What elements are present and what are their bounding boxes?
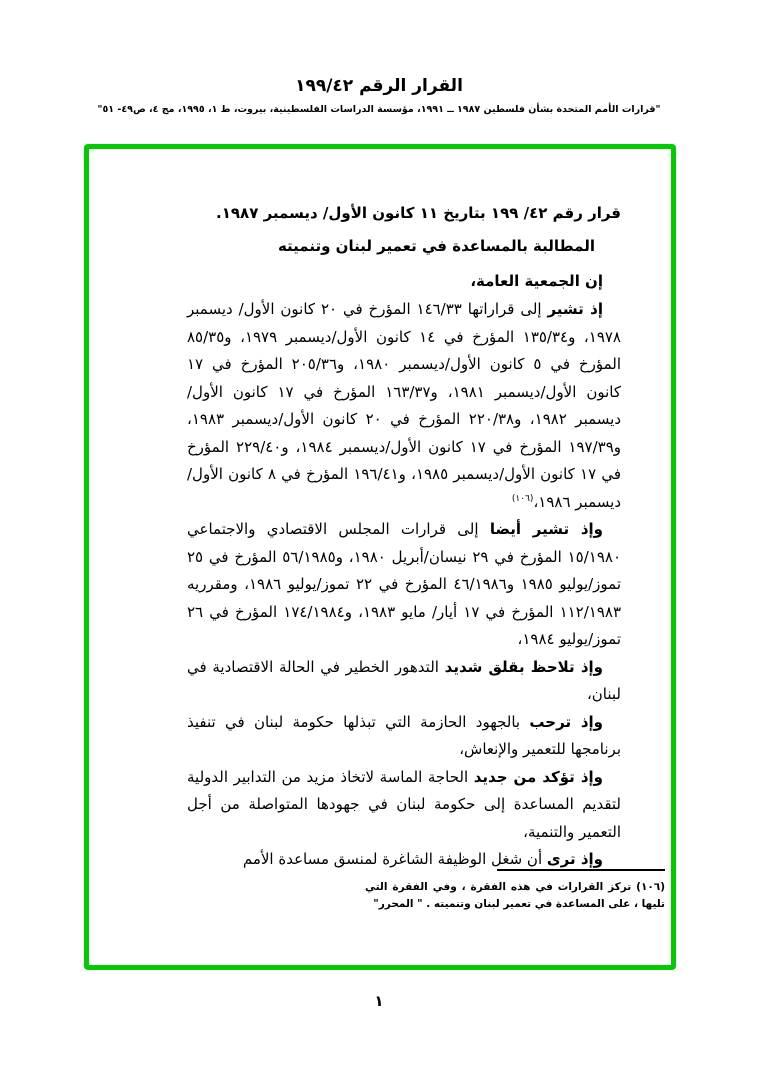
paragraph-text: الحاجة الماسة لاتخاذ مزيد من التدابير الدولية لتقديم المساعدة إلى حكومة لبنان في جهودها المتواصلة من أجل التعمير والتنمية، xyxy=(187,767,621,841)
footnote-ref: (١٠٦) xyxy=(511,493,534,504)
paragraph-text: إلى قرارات المجلس الاقتصادي والاجتماعي ١٥/١٩٨٠ المؤرخ في ٢٩ نيسان/أبريل ١٩٨٠، و٥٦/١٩٨٥ المؤرخ في ٢٥ تموز/يوليو ١٩٨٥ و٤٦/١٩٨٦ المؤرخ في ٢٢ تموز/يوليو ١٩٨٦، ومقرريه ١١٢/١٩٨٣ المؤرخ في ١٧ أيار/ مايو ١٩٨٣، و١٧٤/١٩٨٤ المؤرخ في ٢٦ تموز/يوليو ١٩٨٤، xyxy=(187,520,622,648)
paragraph-lead: إذ تشير xyxy=(547,300,604,318)
resolution-paragraphs xyxy=(187,296,621,874)
footnote: (١٠٦) تركز القرارات في هذه الفقرة ، وفي الفقرة التي تليها ، على المساعدة في تعمير لبنان وتنميته . " المحرر" xyxy=(365,881,665,910)
paragraph-text: إلى قراراتها ١٤٦/٣٣ المؤرخ في ٢٠ كانون الأول/ ديسمبر ١٩٧٨، و١٣٥/٣٤ المؤرخ في ١٤ كانون الأول/ديسمبر ١٩٧٩، و٨٥/٣٥ المؤرخ في ٥ كانون الأول/ديسمبر ١٩٨٠، و٢٠٥/٣٦ المؤرخ في ١٧ كانون الأول/ديسمبر ١٩٨١، و١٦٣/٣٧ المؤرخ في ١٧ كانون الأول/ديسمبر ١٩٨٢، و٢٢٠/٣٨ المؤرخ في ٢٠ كانون الأول/ديسمبر ١٩٨٣، و١٩٧/٣٩ المؤرخ في ١٧ كانون الأول/ديسمبر ١٩٨٤، و٢٢٩/٤٠ المؤرخ في ١٧ كانون الأول/ديسمبر ١٩٨٥، و١٩٦/٤١ المؤرخ في ٨ كانون الأول/ديسمبر ١٩٨٦، xyxy=(187,300,622,511)
paragraph-lead: وإذ تلاحظ بقلق شديد xyxy=(444,657,603,676)
document-frame xyxy=(84,144,676,970)
footnote-area xyxy=(365,869,665,913)
resolution-body xyxy=(187,197,621,874)
paragraph-lead: وإذ تشير أيضا xyxy=(489,520,603,538)
footnote-separator xyxy=(497,869,665,871)
document-title: القرار الرقم ١٩٩/٤٢ xyxy=(295,76,463,96)
resolution-paragraph xyxy=(187,654,621,709)
paragraph-lead: وإذ ترى xyxy=(546,850,603,868)
resolution-paragraph xyxy=(187,296,621,516)
paragraph-text: بالجهود الحازمة التي تبذلها حكومة لبنان في تنفيذ برنامجها للتعمير والإنعاش، xyxy=(187,712,621,758)
resolution-paragraph xyxy=(187,709,621,764)
assembly-opening: إن الجمعية العامة، xyxy=(470,272,603,290)
paragraph-lead: وإذ تؤكد من جديد xyxy=(473,767,603,786)
paragraph-lead: وإذ ترحب xyxy=(529,712,603,731)
resolution-paragraph xyxy=(187,516,621,654)
source-citation: "قرارات الأمم المتحدة بشأن فلسطين ١٩٨٧ ــ ١٩٩١، مؤسسة الدراسات الفلسطينية، بيروت، ط ١، ١٩٩٥، مج ٤، ص٤٩- ٥١" xyxy=(97,104,661,115)
resolution-paragraph xyxy=(187,764,621,847)
paragraph-text: التدهور الخطير في الحالة الاقتصادية في لبنان، xyxy=(187,657,621,703)
resolution-heading-line1: قرار رقم ٤٢/ ١٩٩ بتاريخ ١١ كانون الأول/ ديسمبر ١٩٨٧. xyxy=(216,204,621,222)
paragraph-text: أن شغل الوظيفة الشاغرة لمنسق مساعدة الأمم xyxy=(242,850,547,868)
page-number: ١ xyxy=(374,992,384,1010)
resolution-heading-line2: المطالبة بالمساعدة في تعمير لبنان وتنميته xyxy=(277,237,595,255)
